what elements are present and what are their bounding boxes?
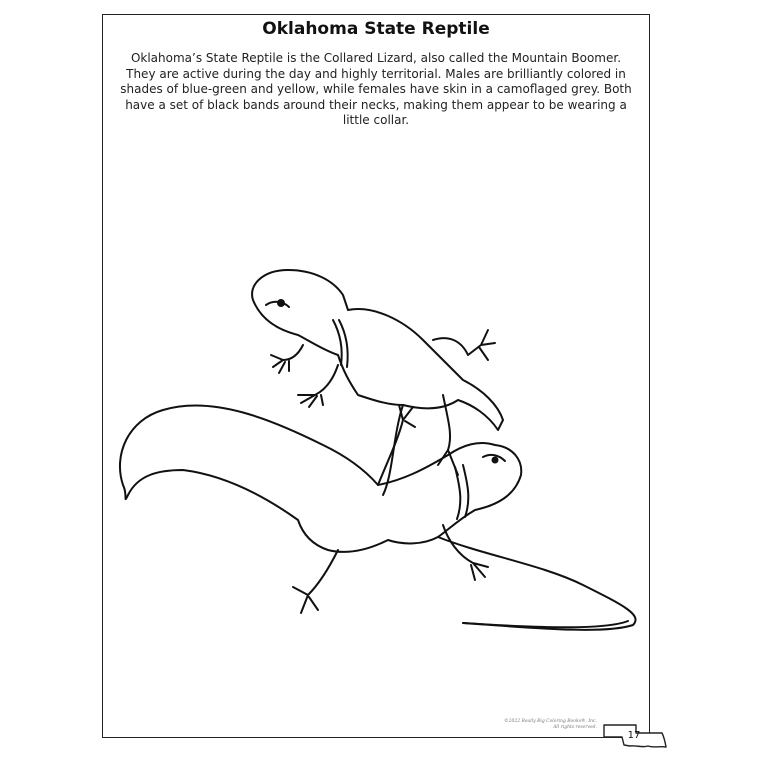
upper-lizard (252, 270, 503, 495)
coloring-page (102, 14, 650, 738)
lower-lizard (120, 405, 636, 630)
copyright-line-1: ©2022 Really Big Coloring Books®, Inc. (504, 719, 597, 724)
collared-lizards-illustration (103, 195, 651, 655)
copyright-line-2: All rights reserved. (553, 725, 597, 730)
page-description: Oklahoma’s State Reptile is the Collared Lizard, also called the Mountain Boomer. They are active during the day and highly territorial. Males are brilliantly colored in shades of blue-green and yellow, while females have skin in a camoflaged grey. Both have a set of black bands around their necks, making them appear to be wearing a little collar. (120, 51, 632, 127)
page-number: 17 (627, 730, 641, 741)
copyright-notice (504, 719, 597, 731)
page-title: Oklahoma State Reptile (262, 19, 490, 39)
